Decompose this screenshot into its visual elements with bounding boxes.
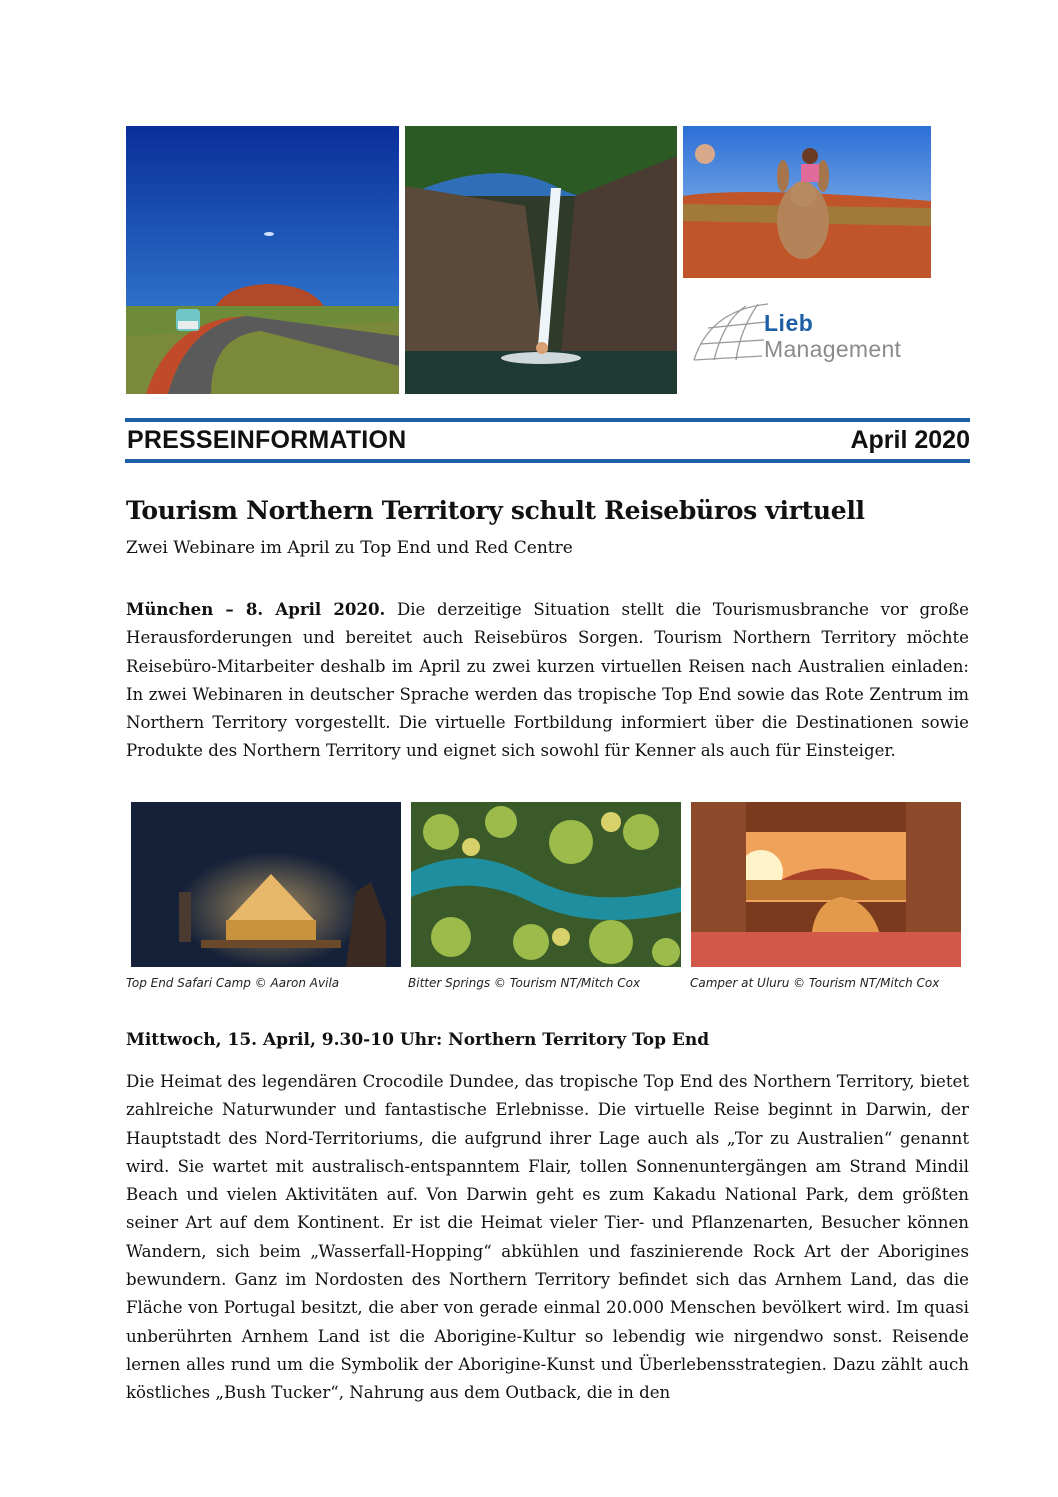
intro-text: Die derzeitige Situation stellt die Tourismusbranche vor große Herausforderungen und bereitet auch Reisebüros Sorgen. Tourism Northern Territory möchte Reisebüro-Mitarbeiter deshalb im April zu zwei kurzen virtuellen Reisen nach Australien einladen: In zwei Webinaren in deutscher Sprache werden das tropische Top End sowie das Rote Zentrum im Northern Territory vorgestellt. Die virtuelle Fortbildung informiert über die Destinationen sowie Produkte des Northern Territory und eignet sich sowohl für Kenner als auch für Einsteiger. xyxy=(126,600,969,761)
lieb-management-logo xyxy=(690,300,930,370)
caption-safari-camp: Top End Safari Camp © Aaron Avila xyxy=(126,976,340,990)
logo-grid-icon xyxy=(690,300,770,366)
caption-camper-uluru: Camper at Uluru © Tourism NT/Mitch Cox xyxy=(690,976,940,990)
intro-paragraph xyxy=(126,595,969,766)
header-rule-top xyxy=(125,418,970,422)
bitter-springs-photo xyxy=(411,802,681,967)
safari-camp-photo xyxy=(131,802,401,967)
caption-bitter-springs: Bitter Springs © Tourism NT/Mitch Cox xyxy=(408,976,641,990)
uluru-road-photo xyxy=(126,126,399,394)
issue-date: April 2020 xyxy=(850,426,970,454)
kangaroo-photo xyxy=(683,126,931,278)
article-subtitle: Zwei Webinare im April zu Top End und Red Centre xyxy=(126,538,573,558)
article-title: Tourism Northern Territory schult Reisebüros virtuell xyxy=(126,496,865,525)
presseinformation-label: PRESSEINFORMATION xyxy=(127,426,407,454)
camper-uluru-photo xyxy=(691,802,961,967)
logo-word-lieb: Lieb xyxy=(764,310,814,336)
logo-word-management: Management xyxy=(764,336,902,362)
header-rule-bottom xyxy=(125,459,970,463)
section-heading: Mittwoch, 15. April, 9.30-10 Uhr: Northern Territory Top End xyxy=(126,1030,710,1050)
body-paragraph: Die Heimat des legendären Crocodile Dundee, das tropische Top End des Northern Territory, bietet zahlreiche Naturwunder und fantastische Erlebnisse. Die virtuelle Reise beginnt in Darwin, der Hauptstadt des Nord-Territoriums, die aufgrund ihrer Lage auch als „Tor zu Australien“ genannt wird. Sie wartet mit australisch-entspanntem Flair, tollen Sonnenuntergängen am Strand Mindil Beach und vielen Aktivitäten auf. Von Darwin geht es zum Kakadu National Park, dem größten seiner Art auf dem Kontinent. Er ist die Heimat vieler Tier- und Pflanzenarten, Besucher können Wandern, sich beim „Wasserfall-Hopping“ abkühlen und faszinierende Rock Art der Aborigines bewundern. Ganz im Nordosten des Northern Territory befindet sich das Arnhem Land, das die Fläche von Portugal besitzt, die aber von gerade einmal 20.000 Menschen bevölkert wird. Im quasi unberührten Arnhem Land ist die Aborigine-Kultur so lebendig wie nirgendwo sonst. Reisende lernen alles rund um die Symbolik der Aborigine-Kunst und Überlebensstrategien. Dazu zählt auch köstliches „Bush Tucker“, Nahrung aus dem Outback, die in den xyxy=(126,1072,969,1403)
dateline: München – 8. April 2020. xyxy=(126,599,386,619)
waterfall-photo xyxy=(405,126,677,394)
